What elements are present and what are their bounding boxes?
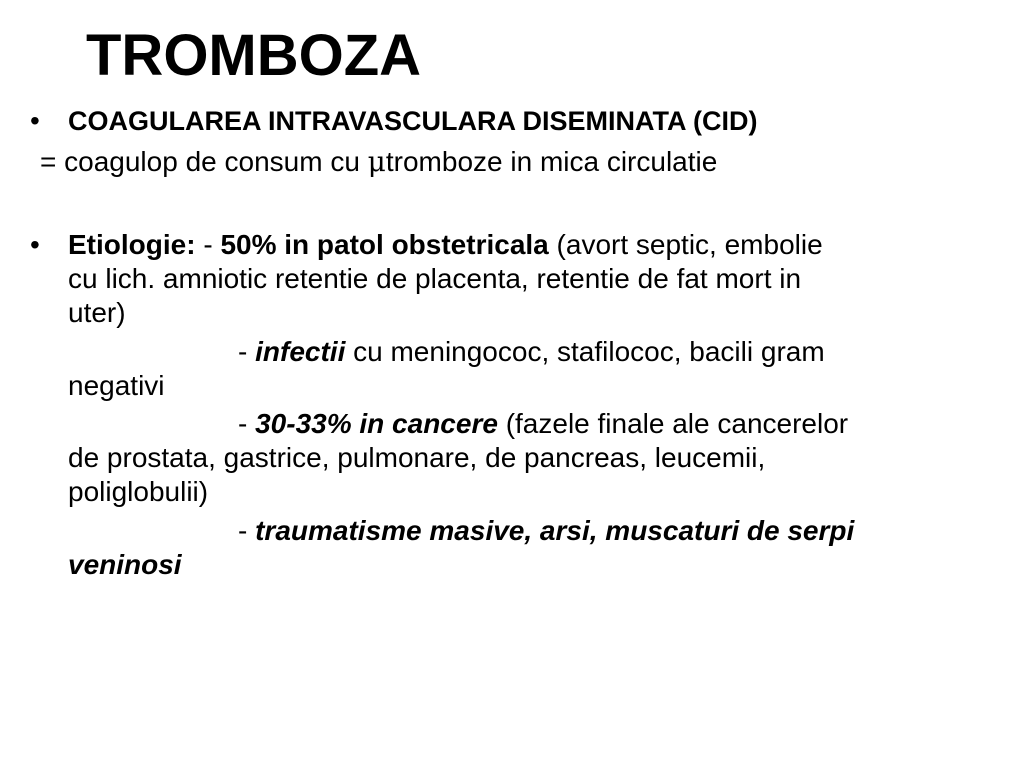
cancer-cause: 30-33% in cancere <box>255 408 498 439</box>
cancer-line-2: de prostata, gastrice, pulmonare, de pancreas, leucemii, <box>68 442 766 473</box>
obstetric-detail: (avort septic, embolie <box>548 229 823 260</box>
bullet-marker-1: • <box>30 105 40 136</box>
trauma-line-2: veninosi <box>68 549 182 580</box>
trauma-cause: traumatisme masive, arsi, muscaturi de serpi <box>255 515 855 546</box>
etiologie-line-1 <box>68 228 823 262</box>
etiologie-line-3: uter) <box>68 297 126 328</box>
infectii-detail: cu meningococ, stafilococ, bacili gram <box>345 336 825 367</box>
dash: - <box>195 229 221 260</box>
dash: - <box>238 515 256 546</box>
cancer-detail: (fazele finale ale cancerelor <box>497 408 849 439</box>
etiologie-line-2: cu lich. amniotic retentie de placenta, retentie de fat mort in <box>68 263 802 294</box>
infectii-line-1 <box>238 335 825 369</box>
cancer-line-3: poliglobulii) <box>68 476 209 507</box>
micro-symbol: μ <box>367 145 386 178</box>
trauma-line-1 <box>238 514 854 548</box>
dash: - <box>238 336 256 367</box>
definition-text-a: coagulop de consum cu <box>56 146 368 177</box>
etiologie-label: Etiologie: <box>68 229 196 260</box>
equals-sign: = <box>40 146 57 177</box>
definition-text-b: tromboze in mica circulatie <box>385 146 718 177</box>
cid-heading: COAGULAREA INTRAVASCULARA DISEMINATA (CID) <box>68 106 758 136</box>
infectii-line-2: negativi <box>68 370 165 401</box>
cancer-line-1 <box>238 407 848 441</box>
slide-title: TROMBOZA <box>86 23 422 88</box>
obstetric-cause: 50% in patol obstetricala <box>220 229 549 260</box>
infectii-cause: infectii <box>255 336 346 367</box>
cid-definition <box>40 145 717 179</box>
bullet-marker-2: • <box>30 229 40 260</box>
dash: - <box>238 408 256 439</box>
